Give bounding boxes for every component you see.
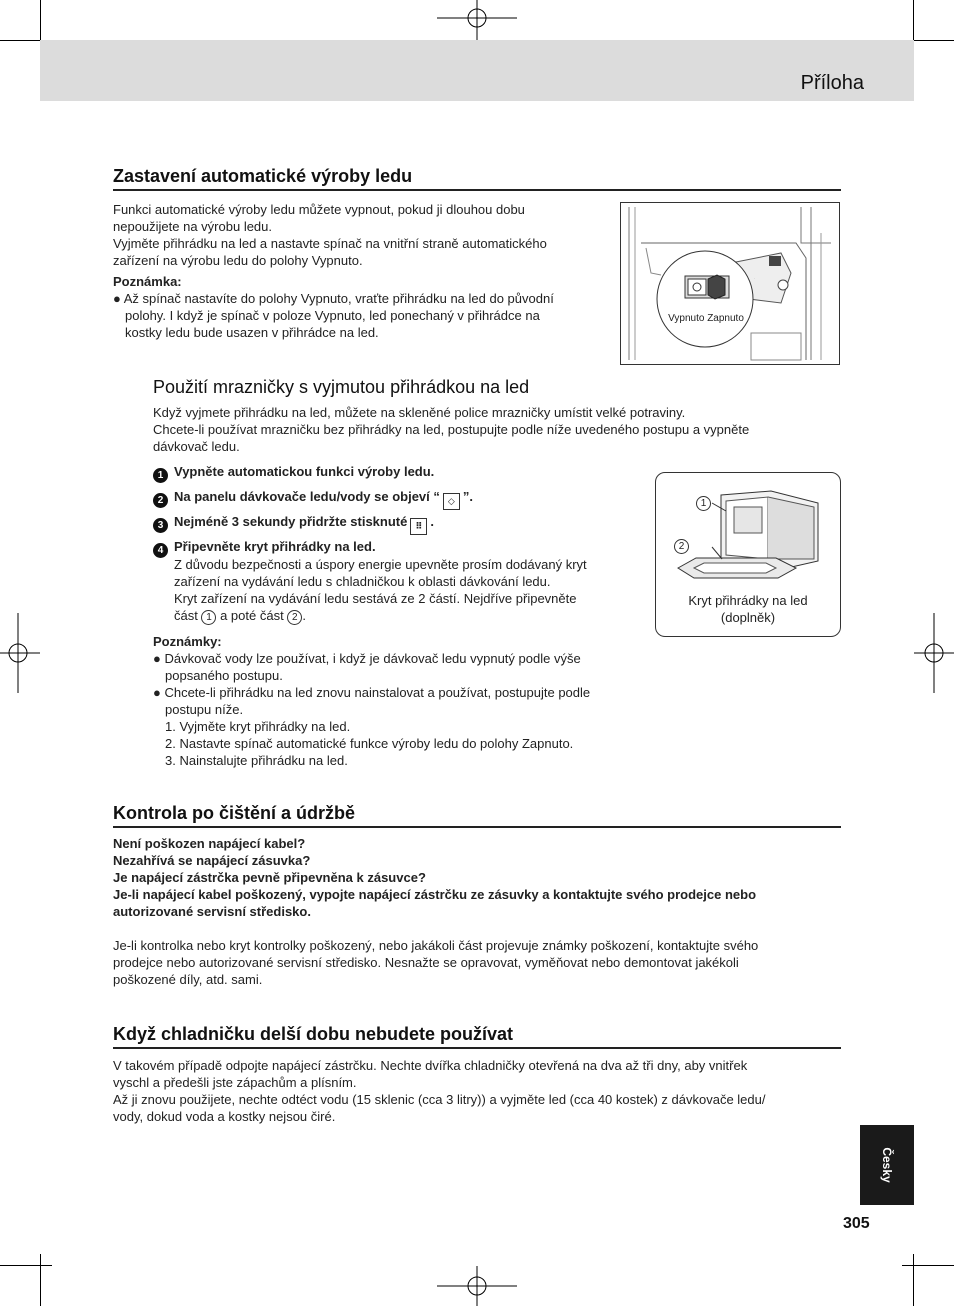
switch-caption: Vypnuto Zapnuto [668, 313, 744, 324]
step-1 [153, 464, 434, 483]
text: . [302, 608, 306, 623]
check-line: Je napájecí zástrčka pevně připevněna k zásuvce? [113, 870, 426, 885]
registration-mark-right [914, 613, 954, 693]
step-4-details [174, 556, 644, 625]
crop-mark [0, 1265, 52, 1266]
note-line: kostky ledu bude usazen v přihrádce na led. [125, 325, 379, 340]
page-number: 305 [843, 1215, 870, 1232]
step-3 [153, 514, 434, 535]
part-1-marker: 1 [201, 610, 216, 625]
step-text: Nejméně 3 sekundy přidržte stisknuté [174, 514, 408, 529]
crop-mark [913, 1254, 914, 1306]
part-2-marker: 2 [287, 610, 302, 625]
ice-button-icon: ⠿ [410, 518, 427, 535]
paragraph-line: Když vyjmete přihrádku na led, můžete na skleněné police mrazničky umístit velké potraviny. [153, 405, 686, 420]
check-line: Není poškozen napájecí kabel? [113, 836, 306, 851]
crop-mark [902, 1265, 954, 1266]
ice-off-icon: ◇ [443, 493, 460, 510]
section-stop-ice-body [113, 201, 608, 341]
switch-callout [655, 249, 755, 349]
paragraph-line: Vyjměte přihrádku na led a nastavte spínač na vnitřní straně automatického [113, 236, 547, 251]
step-2 [153, 489, 473, 510]
paragraph-line [174, 607, 644, 625]
language-label: Česky [880, 1147, 894, 1183]
step-text: Vypněte automatickou funkci výroby ledu. [174, 464, 435, 479]
paragraph-line: zařízení na vydávání ledu s chladničkou k oblasti dávkování ledu. [174, 574, 551, 589]
section-remove-tray-intro [153, 404, 843, 455]
check-line: Nezahřívá se napájecí zásuvka? [113, 853, 311, 868]
check-line: Je-li napájecí kabel poškozený, vypojte napájecí zástrčku ze zásuvky a kontaktujte svého prodejce nebo [113, 887, 757, 902]
paragraph-line: nepoužijete na výrobu ledu. [113, 219, 273, 234]
section-remove-tray-notes [153, 633, 653, 769]
paragraph-line: Až ji znovu použijete, nechte odtéct vodu (15 sklenic (cca 3 litry)) a vyjměte led (cca 40 kostek) z dávkovače ledu/ [113, 1092, 766, 1107]
paragraph-line: Z důvodu bezpečnosti a úspory energie upevněte prosím dodávaný kryt [174, 557, 587, 572]
paragraph-line: vyschl a předešli jste zápachům a plísním. [113, 1075, 357, 1090]
paragraph-line: vody, dokud voda a kostky nejsou čiré. [113, 1109, 336, 1124]
section-title-remove-ice-tray: Použití mrazničky s vyjmutou přihrádkou na led [153, 377, 530, 397]
paragraph-line: poškozené díly, atd. sami. [113, 972, 263, 987]
note-line: popsaného postupu. [165, 668, 283, 683]
figure-ice-tray-cover [655, 472, 841, 637]
paragraph-line: prodejce nebo autorizované servisní středisko. Nesnažte se opravovat, vyměňovat nebo demontovat jakékoli [113, 955, 739, 970]
part-2-label: 2 [674, 539, 689, 554]
caption-line: Kryt přihrádky na led [688, 593, 808, 608]
step-number: 4 [153, 543, 168, 558]
step-number: 2 [153, 493, 168, 508]
paragraph-line: Funkci automatické výroby ledu můžete vypnout, pokud ji dlouhou dobu [113, 202, 525, 217]
paragraph-line: V takovém případě odpojte napájecí zástrčku. Nechte dvířka chladničky otevřená na dva až tři dny, aby vnitřek [113, 1058, 748, 1073]
crop-mark [40, 1254, 41, 1306]
paragraph-line: Kryt zařízení na vydávání ledu sestává ze 2 částí. Nejdříve připevněte [174, 591, 577, 606]
figure-ice-switch [620, 202, 840, 365]
note-line: ● Až spínač nastavíte do polohy Vypnuto, vraťte přihrádku na led do původní [113, 291, 554, 306]
note-line: 1. Vyjměte kryt přihrádky na led. [165, 719, 351, 734]
step-text: Na panelu dávkovače ledu/vody se objeví “ [174, 489, 440, 504]
section-maintenance-body [113, 835, 843, 988]
step-text: Připevněte kryt přihrádky na led. [174, 539, 376, 554]
note-line: postupu níže. [165, 702, 244, 717]
check-line: autorizované servisní středisko. [113, 904, 311, 919]
section-title-maintenance-check: Kontrola po čištění a údržbě [113, 803, 356, 823]
registration-mark-left [0, 613, 40, 693]
section-divider [113, 189, 841, 191]
section-title-long-disuse: Když chladničku delší dobu nebudete používat [113, 1024, 514, 1044]
paragraph-line: Chcete-li používat mrazničku bez přihrádky na led, postupujte podle níže uvedeného postupu a vypněte [153, 422, 750, 437]
part-1-label: 1 [696, 496, 711, 511]
section-divider [113, 1047, 841, 1049]
page-title: Příloha [800, 72, 864, 94]
step-text: ”. [462, 489, 474, 504]
step-text: . [430, 514, 434, 529]
step-number: 1 [153, 468, 168, 483]
header-band [40, 40, 914, 101]
figure-caption [656, 592, 840, 626]
note-line: ● Chcete-li přihrádku na led znovu nainstalovat a používat, postupujte podle [153, 685, 591, 700]
note-line: polohy. I když je spínač v poloze Vypnuto, led ponechaný v přihrádce na [125, 308, 540, 323]
section-title-stop-ice: Zastavení automatické výroby ledu [113, 166, 413, 186]
notes-label: Poznámky: [153, 634, 222, 649]
note-label: Poznámka: [113, 274, 182, 289]
note-line: ● Dávkovač vody lze používat, i když je dávkovač ledu vypnutý podle výše [153, 651, 581, 666]
note-line: 3. Nainstalujte přihrádku na led. [165, 753, 348, 768]
note-line: 2. Nastavte spínač automatické funkce výroby ledu do polohy Zapnuto. [165, 736, 574, 751]
registration-mark-top [437, 0, 517, 40]
caption-line: (doplněk) [720, 610, 776, 625]
step-number: 3 [153, 518, 168, 533]
paragraph-line: Je-li kontrolka nebo kryt kontrolky poškozený, nebo jakákoli část projevuje známky poškození, kontaktujte svého [113, 938, 759, 953]
section-long-disuse-body [113, 1057, 843, 1125]
paragraph-line: dávkovač ledu. [153, 439, 240, 454]
text: část [174, 608, 198, 623]
text: a poté část [220, 608, 284, 623]
language-tab [860, 1125, 914, 1205]
paragraph-line: zařízení na výrobu ledu do polohy Vypnuto. [113, 253, 363, 268]
section-divider [113, 826, 841, 828]
registration-mark-bottom [437, 1266, 517, 1306]
